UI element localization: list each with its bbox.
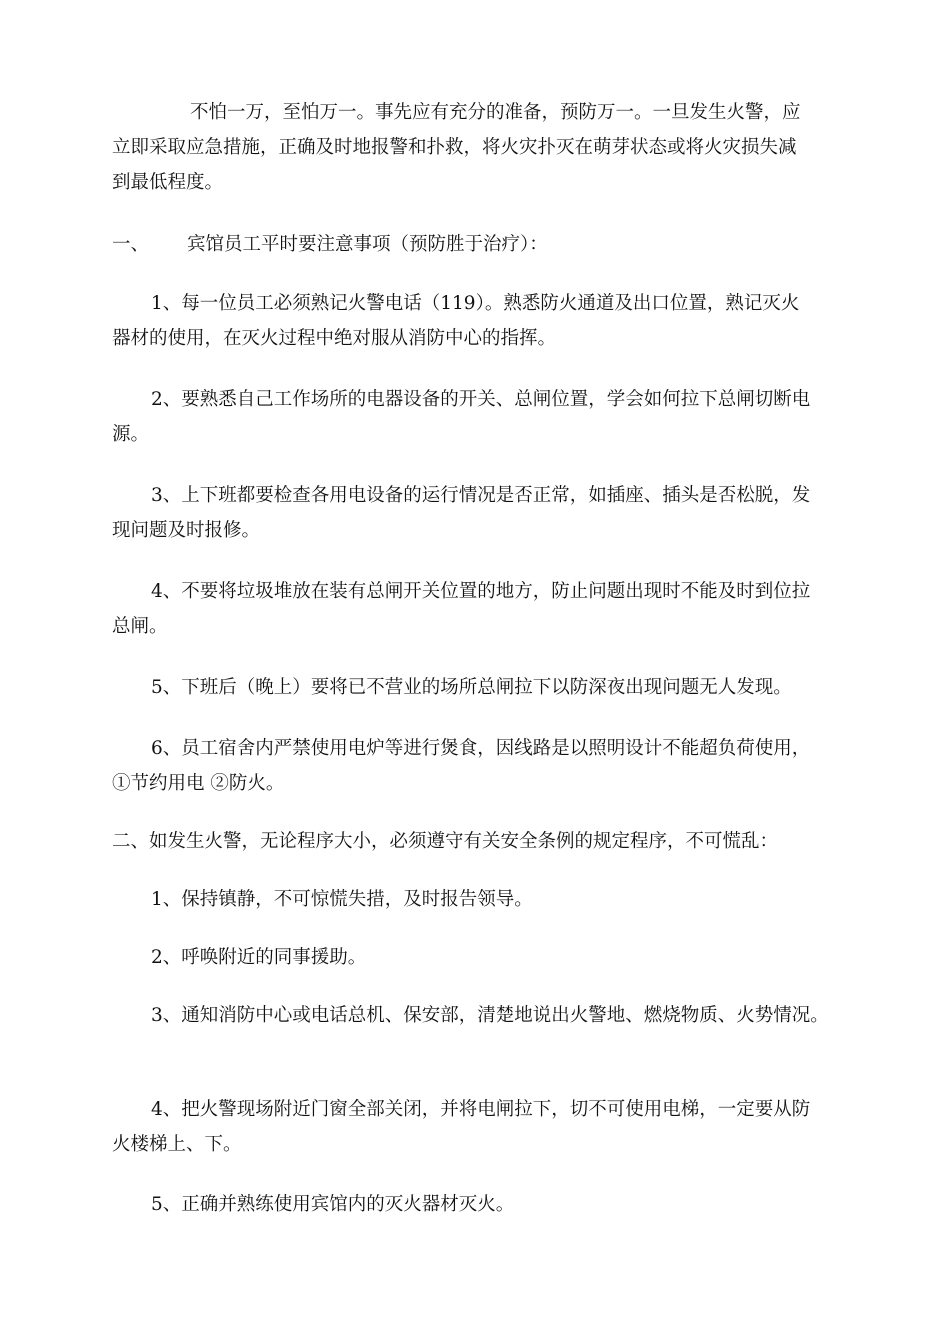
list-item-line: 源。 [112,424,150,445]
list-item [112,940,832,975]
intro-line: 立即采取应急措施，正确及时地报警和扑救，将火灾扑灭在萌芽状态或将火灾损失减 [112,137,797,158]
list-item-line: 3、通知消防中心或电话总机、保安部，清楚地说出火警地、燃烧物质、火势情况。 [151,1005,829,1026]
section-2-title: 二、如发生火警，无论程序大小，必须遵守有关安全条例的规定程序，不可慌乱： [112,831,779,852]
section-1-heading [112,227,832,262]
list-item-line: 器材的使用，在灭火过程中绝对服从消防中心的指挥。 [112,328,557,349]
list-item-line: 4、不要将垃圾堆放在装有总闸开关位置的地方，防止问题出现时不能及时到位拉 [151,581,811,602]
intro-line: 到最低程度。 [112,172,224,193]
list-item [112,478,832,548]
list-item [112,998,832,1033]
list-item-line: 4、把火警现场附近门窗全部关闭，并将电闸拉下，切不可使用电梯，一定要从防 [151,1099,811,1120]
list-item-line: 5、下班后（晚上）要将已不营业的场所总闸拉下以防深夜出现问题无人发现。 [151,677,792,698]
list-item-line: 火楼梯上、下。 [112,1134,242,1155]
list-item-line: 现问题及时报修。 [112,520,261,541]
list-item-line: 5、正确并熟练使用宾馆内的灭火器材灭火。 [151,1194,515,1215]
list-item [112,286,832,356]
list-item-line: 2、呼唤附近的同事援助。 [151,947,367,968]
intro-paragraph [112,95,832,200]
list-item-line: 总闸。 [112,616,168,637]
list-item [112,574,832,644]
list-item [112,1187,832,1222]
section-1-title: 宾馆员工平时要注意事项（预防胜于治疗）： [187,234,548,255]
list-item [112,731,832,801]
list-item [112,1092,832,1162]
list-item-line: 6、员工宿舍内严禁使用电炉等进行煲食，因线路是以照明设计不能超负荷使用， [151,738,811,759]
list-item [112,670,832,705]
list-item-line: 2、要熟悉自己工作场所的电器设备的开关、总闸位置，学会如何拉下总闸切断电 [151,389,811,410]
list-item-line: ①节约用电 ②防火。 [112,773,285,794]
intro-line: 不怕一万，至怕万一。事先应有充分的准备，预防万一。一旦发生火警，应 [190,102,801,123]
list-item-line: 1、保持镇静，不可惊慌失措，及时报告领导。 [151,889,533,910]
section-1-number: 一、 [112,234,150,255]
list-item-line: 1、每一位员工必须熟记火警电话（119）。熟悉防火通道及出口位置，熟记灭火 [151,293,800,314]
list-item [112,882,832,917]
section-2-heading [112,824,832,859]
list-item [112,382,832,452]
list-item-line: 3、上下班都要检查各用电设备的运行情况是否正常，如插座、插头是否松脱，发 [151,485,811,506]
